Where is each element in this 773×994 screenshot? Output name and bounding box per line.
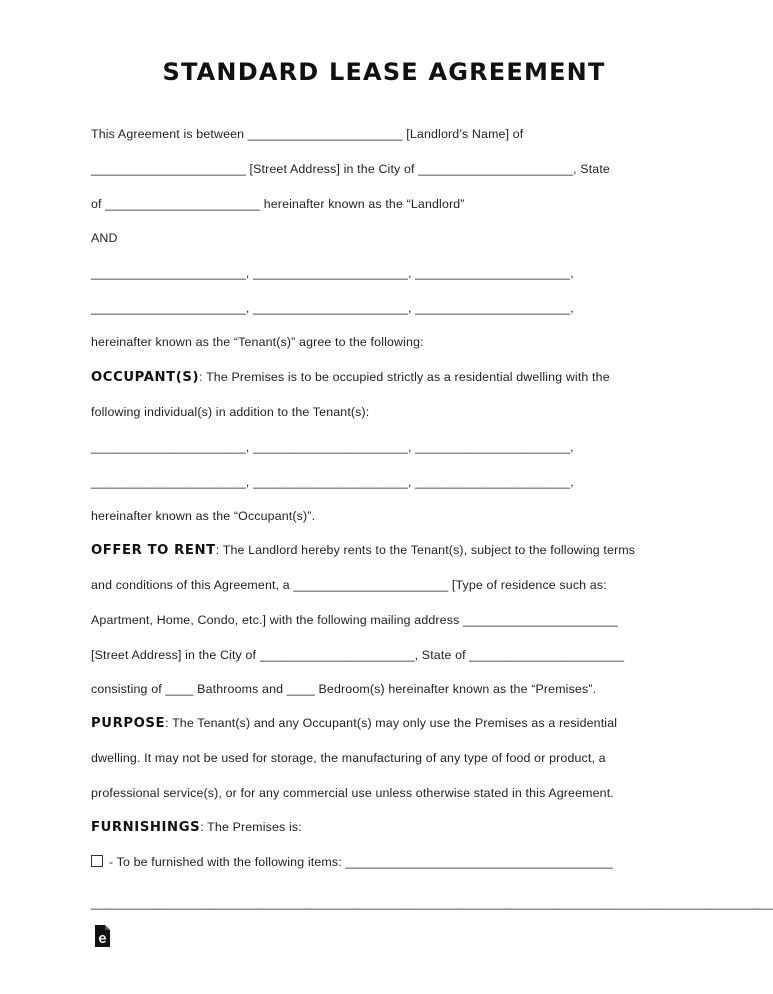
purpose-text: : The Tenant(s) and any Occupant(s) may only use the Premises as a residential xyxy=(165,716,618,730)
bathrooms-bedrooms-line: consisting of ____ Bathrooms and ____ Bedroom(s) hereinafter known as the “Premises”. xyxy=(91,682,597,696)
document-title: STANDARD LEASE AGREEMENT xyxy=(162,58,606,86)
residence-type-line: and conditions of this Agreement, a ______________________ [Type of residence such as: xyxy=(91,578,607,592)
purpose-heading: PURPOSE xyxy=(91,716,166,731)
offer-to-rent-section-line xyxy=(91,541,635,559)
landlord-address-line: ______________________ [Street Address] in the City of ______________________, State xyxy=(91,162,610,176)
landlord-state-line: of ______________________ hereinafter known as the “Landlord” xyxy=(91,197,465,211)
furnishings-heading: FURNISHINGS xyxy=(91,820,201,835)
occupants-section-line xyxy=(91,368,610,386)
occupants-continuation-line: following individual(s) in addition to the Tenant(s): xyxy=(91,405,370,419)
tenant-known-as-line: hereinafter known as the “Tenant(s)” agree to the following: xyxy=(91,335,424,349)
purpose-continuation-line-2: professional service(s), or for any commercial use unless otherwise stated in this Agreement. xyxy=(91,786,614,800)
and-line: AND xyxy=(91,231,118,245)
occupant-blanks-row-1: ______________________, ______________________, ______________________, xyxy=(91,440,574,454)
furnishings-section-line xyxy=(91,818,302,836)
occupant-blanks-row-2: ______________________, ______________________, ______________________, xyxy=(91,475,574,489)
tenant-blanks-row-1: ______________________, ______________________, ______________________, xyxy=(91,266,574,280)
occupants-heading: OCCUPANT(S) xyxy=(91,370,200,385)
offer-to-rent-heading: OFFER TO RENT xyxy=(91,543,216,558)
furnished-option-line xyxy=(91,853,613,871)
furnished-items-blank-line: ___________________________________________________________________________________________________ xyxy=(91,896,773,910)
purpose-section-line xyxy=(91,714,617,732)
tenant-blanks-row-2: ______________________, ______________________, ______________________, xyxy=(91,301,574,315)
occupant-known-as-line: hereinafter known as the “Occupant(s)”. xyxy=(91,509,316,523)
eforms-logo-icon xyxy=(93,924,111,948)
premises-city-state-line: [Street Address] in the City of ______________________, State of ______________________ xyxy=(91,648,625,662)
furnished-checkbox[interactable] xyxy=(91,855,103,867)
purpose-continuation-line-1: dwelling. It may not be used for storage, the manufacturing of any type of food or product, a xyxy=(91,751,606,765)
furnished-option-text: - To be furnished with the following items: ______________________________________ xyxy=(109,855,613,869)
mailing-address-line: Apartment, Home, Condo, etc.] with the following mailing address ______________________ xyxy=(91,613,618,627)
agreement-parties-line: This Agreement is between ______________________ [Landlord’s Name] of xyxy=(91,127,524,141)
occupants-text: : The Premises is to be occupied strictly as a residential dwelling with the xyxy=(199,370,610,384)
furnishings-text: : The Premises is: xyxy=(200,820,302,834)
offer-to-rent-text: : The Landlord hereby rents to the Tenant(s), subject to the following terms xyxy=(215,543,636,557)
